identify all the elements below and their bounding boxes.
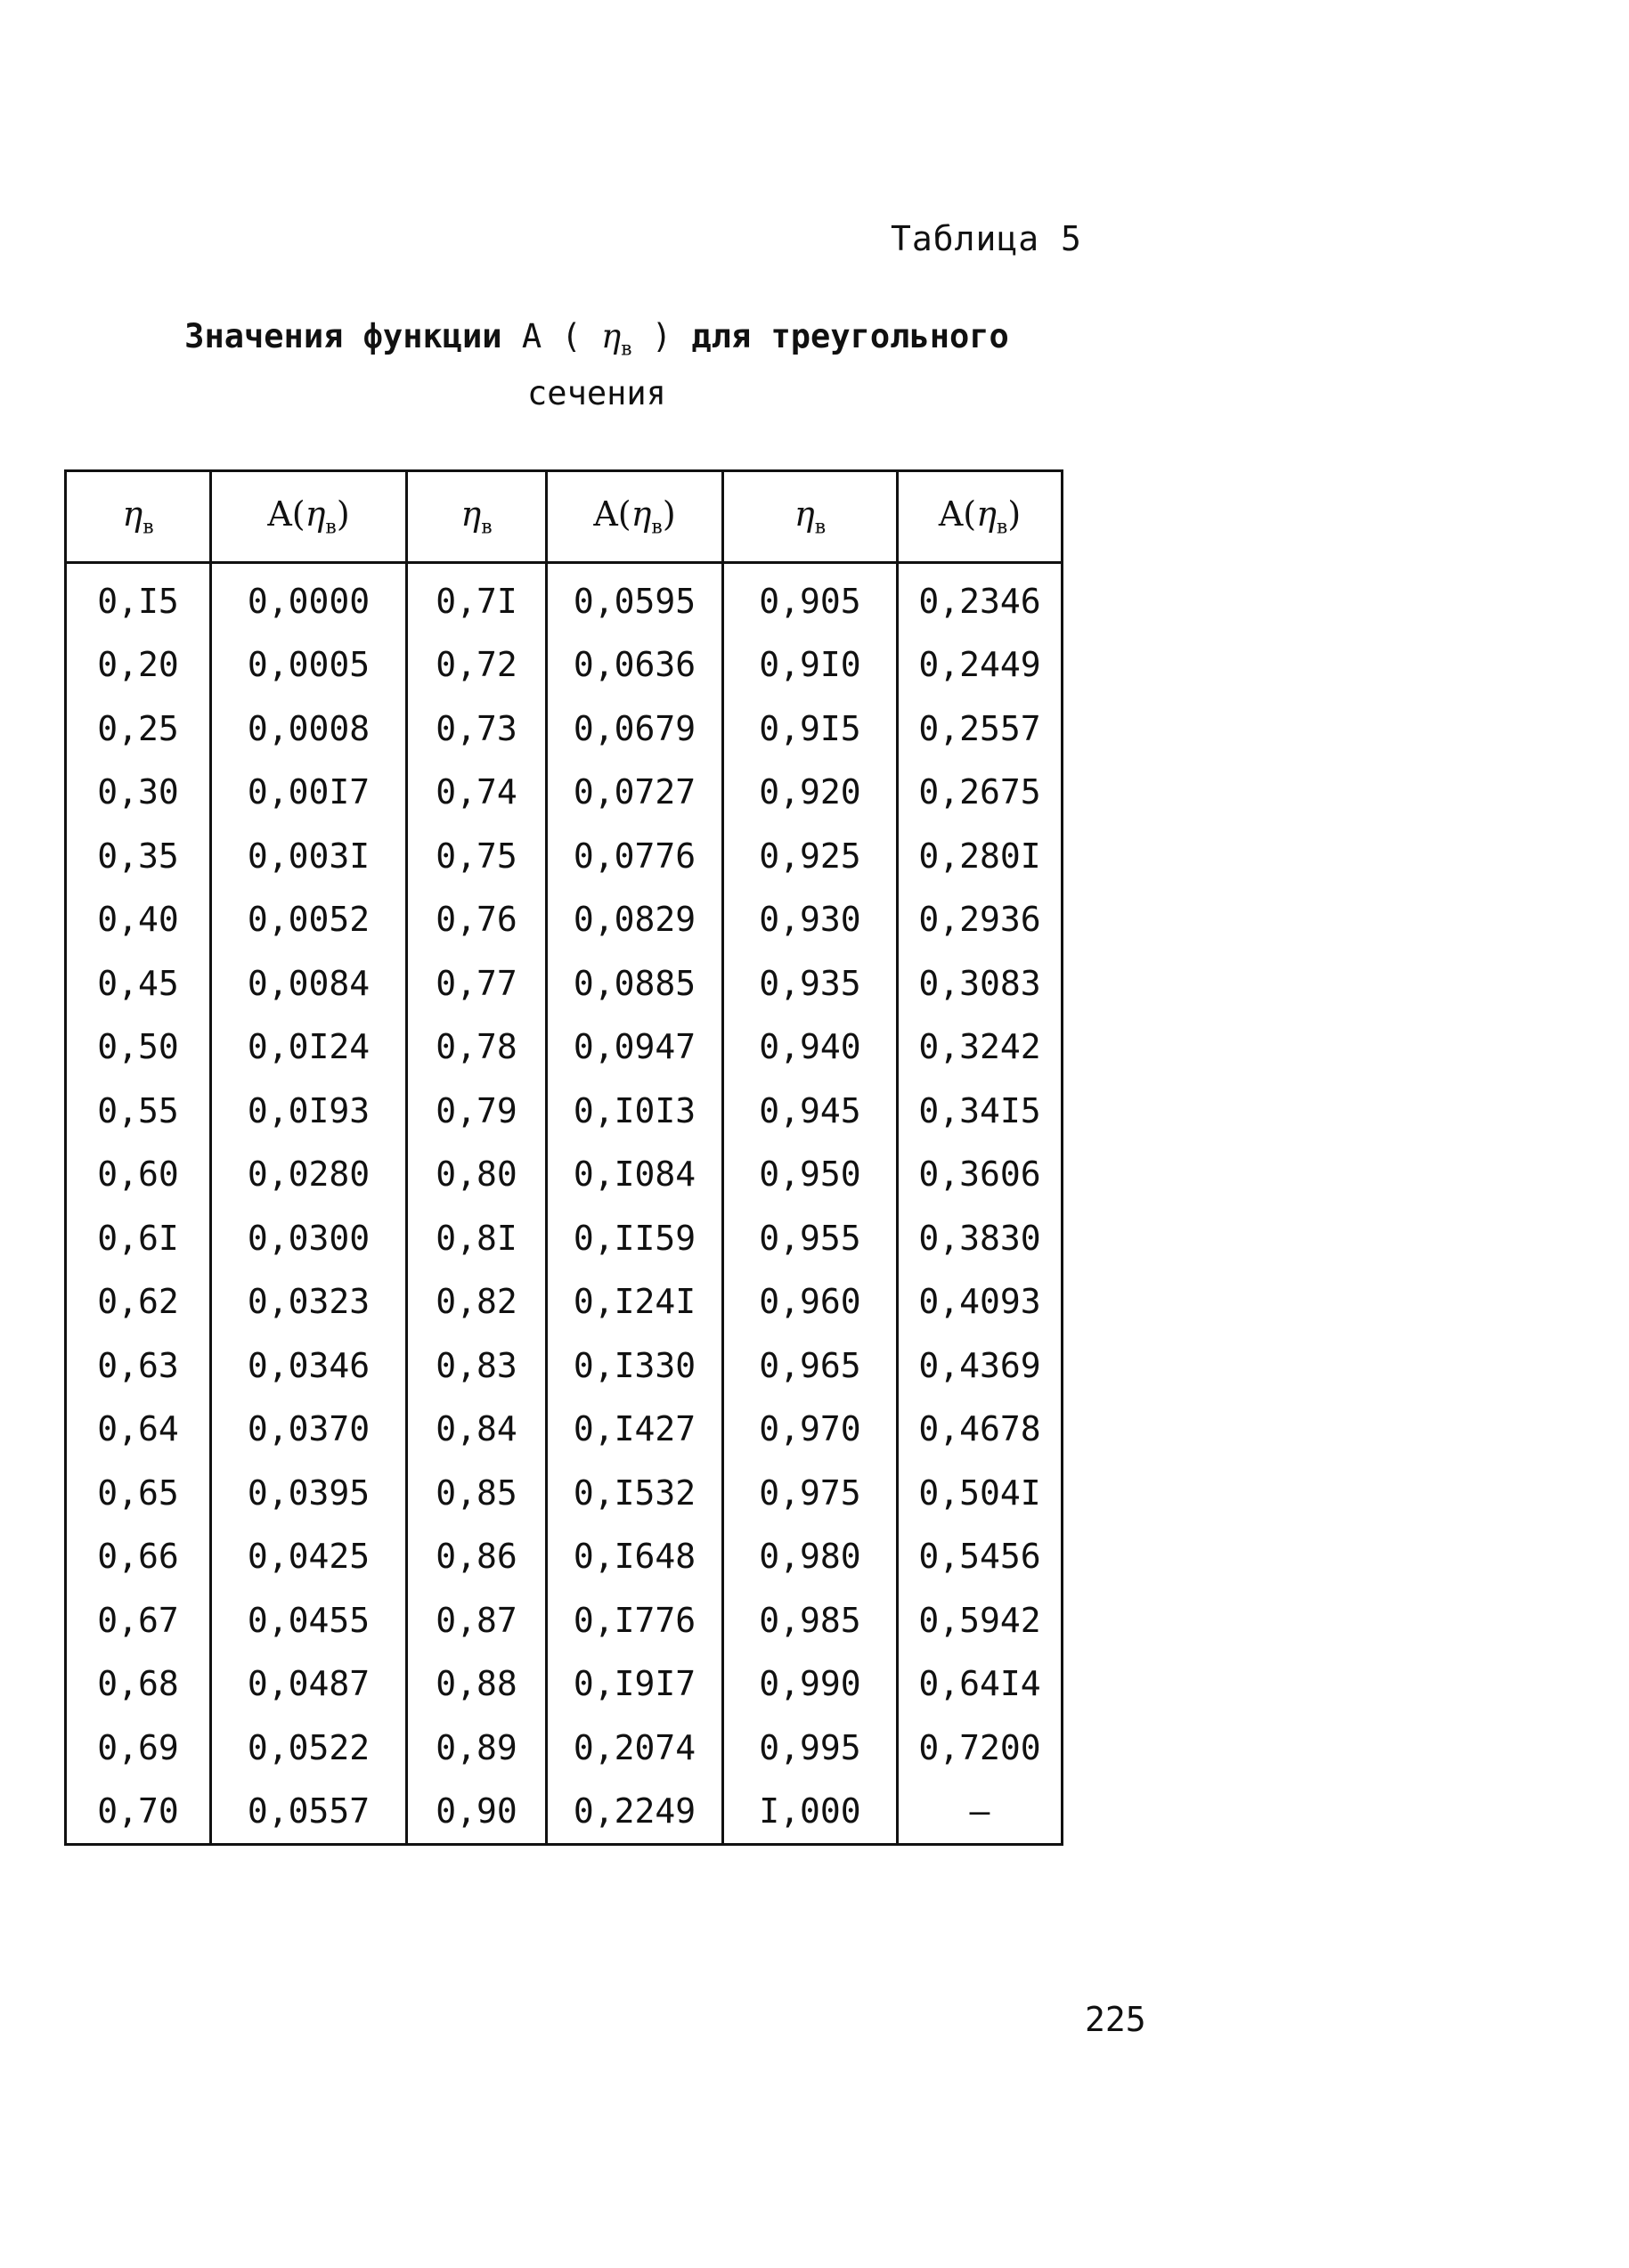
table-row <box>66 824 1063 888</box>
table-cell: 0,5456 <box>898 1525 1063 1589</box>
table-cell: 0,0636 <box>547 633 723 698</box>
table-cell: 0,945 <box>723 1079 898 1143</box>
table-cell: 0,75 <box>407 824 547 888</box>
table-cell: 0,64I4 <box>898 1652 1063 1717</box>
table-cell: 0,930 <box>723 888 898 952</box>
table-cell: 0,940 <box>723 1016 898 1080</box>
header-symbol: η <box>794 494 815 534</box>
table-cell: 0,83 <box>407 1334 547 1398</box>
table-cell: 0,55 <box>66 1079 211 1143</box>
table-row <box>66 1270 1063 1334</box>
header-symbol-sub: в <box>996 516 1008 539</box>
table-cell: 0,69 <box>66 1716 211 1780</box>
table-cell: 0,960 <box>723 1270 898 1334</box>
table-cell: 0,85 <box>407 1461 547 1525</box>
table-cell: 0,905 <box>723 563 898 633</box>
table-cell: 0,0522 <box>211 1716 407 1780</box>
table-cell: 0,0776 <box>547 824 723 888</box>
table-cell: 0,4093 <box>898 1270 1063 1334</box>
column-header <box>723 471 898 563</box>
table-cell: I,000 <box>723 1780 898 1845</box>
table-cell: 0,80 <box>407 1143 547 1207</box>
table-row <box>66 1525 1063 1589</box>
table-cell: 0,30 <box>66 761 211 825</box>
table-cell: 0,0346 <box>211 1334 407 1398</box>
table-cell: 0,0455 <box>211 1588 407 1652</box>
title-part-1: Значения функции <box>184 317 502 355</box>
table-cell: 0,68 <box>66 1652 211 1717</box>
header-symbol-sub: в <box>651 516 663 539</box>
column-header <box>211 471 407 563</box>
table-cell: 0,0885 <box>547 951 723 1016</box>
table-cell: 0,7I <box>407 563 547 633</box>
table-cell: 0,2346 <box>898 563 1063 633</box>
table-row <box>66 1016 1063 1080</box>
column-header <box>547 471 723 563</box>
table-cell: 0,0370 <box>211 1398 407 1462</box>
table-cell: 0,3830 <box>898 1206 1063 1270</box>
table-cell: 0,2249 <box>547 1780 723 1845</box>
table-row <box>66 1780 1063 1845</box>
table-cell: 0,9I5 <box>723 697 898 761</box>
header-symbol-sub: в <box>814 516 827 539</box>
table-cell: 0,I532 <box>547 1461 723 1525</box>
table-cell: 0,0I24 <box>211 1016 407 1080</box>
table-cell: 0,I648 <box>547 1525 723 1589</box>
table-cell: 0,74 <box>407 761 547 825</box>
table-cell: 0,0323 <box>211 1270 407 1334</box>
table-cell: 0,90 <box>407 1780 547 1845</box>
header-symbol: η <box>122 494 143 534</box>
table-cell: 0,2675 <box>898 761 1063 825</box>
table-cell: 0,67 <box>66 1588 211 1652</box>
table-cell: 0,965 <box>723 1334 898 1398</box>
header-symbol-sub: в <box>481 516 493 539</box>
table-cell: 0,0I93 <box>211 1079 407 1143</box>
table-cell: 0,I24I <box>547 1270 723 1334</box>
table-cell: 0,0008 <box>211 697 407 761</box>
table-cell: 0,920 <box>723 761 898 825</box>
table-cell: 0,2074 <box>547 1716 723 1780</box>
table-row <box>66 951 1063 1016</box>
table-cell: 0,2557 <box>898 697 1063 761</box>
table-cell: 0,0084 <box>211 951 407 1016</box>
table-cell: 0,0395 <box>211 1461 407 1525</box>
table-cell: 0,7200 <box>898 1716 1063 1780</box>
table-cell: 0,89 <box>407 1716 547 1780</box>
table-cell: 0,6I <box>66 1206 211 1270</box>
table-cell: 0,0052 <box>211 888 407 952</box>
table-cell: 0,5942 <box>898 1588 1063 1652</box>
table-cell: 0,65 <box>66 1461 211 1525</box>
table-cell: 0,985 <box>723 1588 898 1652</box>
title-part-3: сечения <box>527 374 666 413</box>
table-cell: 0,280I <box>898 824 1063 888</box>
header-suffix: ) <box>1007 494 1022 534</box>
table-cell: 0,34I5 <box>898 1079 1063 1143</box>
table-cell: 0,I427 <box>547 1398 723 1462</box>
header-prefix: A( <box>593 494 631 534</box>
header-row <box>66 471 1063 563</box>
table-cell: 0,25 <box>66 697 211 761</box>
title-symbol <box>600 317 632 361</box>
table-cell: 0,88 <box>407 1652 547 1717</box>
table-cell: 0,3606 <box>898 1143 1063 1207</box>
table-row <box>66 1461 1063 1525</box>
table-cell: 0,82 <box>407 1270 547 1334</box>
table-cell: 0,20 <box>66 633 211 698</box>
table-header <box>66 471 1063 563</box>
table-cell: 0,3242 <box>898 1016 1063 1080</box>
table-cell: 0,0947 <box>547 1016 723 1080</box>
table-cell: 0,00I7 <box>211 761 407 825</box>
table-row <box>66 563 1063 633</box>
table-cell: 0,0425 <box>211 1525 407 1589</box>
table-cell: 0,0005 <box>211 633 407 698</box>
table-row <box>66 1398 1063 1462</box>
table-cell: 0,0595 <box>547 563 723 633</box>
table-cell: 0,45 <box>66 951 211 1016</box>
table-row <box>66 888 1063 952</box>
header-symbol: η <box>460 494 482 534</box>
table-row <box>66 1206 1063 1270</box>
table-cell: 0,0727 <box>547 761 723 825</box>
table-cell: 0,62 <box>66 1270 211 1334</box>
table-cell: 0,40 <box>66 888 211 952</box>
table-cell: 0,990 <box>723 1652 898 1717</box>
table-cell: 0,955 <box>723 1206 898 1270</box>
table-cell: 0,975 <box>723 1461 898 1525</box>
table-cell: 0,2449 <box>898 633 1063 698</box>
table-cell: 0,72 <box>407 633 547 698</box>
table-row <box>66 1079 1063 1143</box>
table-cell: 0,0557 <box>211 1780 407 1845</box>
column-header <box>898 471 1063 563</box>
table-cell: 0,003I <box>211 824 407 888</box>
table-cell: 0,0000 <box>211 563 407 633</box>
table-cell: 0,0280 <box>211 1143 407 1207</box>
table-cell: 0,86 <box>407 1525 547 1589</box>
table-cell: 0,I0I3 <box>547 1079 723 1143</box>
table-cell: 0,4369 <box>898 1334 1063 1398</box>
table-cell: – <box>898 1780 1063 1845</box>
header-prefix: A( <box>267 494 305 534</box>
table-cell: 0,I084 <box>547 1143 723 1207</box>
values-table <box>64 469 1063 1846</box>
header-suffix: ) <box>336 494 350 534</box>
title-close-paren: ) <box>651 317 672 355</box>
header-symbol: η <box>631 494 652 534</box>
table-cell: 0,970 <box>723 1398 898 1462</box>
header-suffix: ) <box>662 494 676 534</box>
table-cell: 0,84 <box>407 1398 547 1462</box>
table-row <box>66 1716 1063 1780</box>
header-symbol: η <box>976 494 997 534</box>
table-cell: 0,I776 <box>547 1588 723 1652</box>
table-cell: 0,77 <box>407 951 547 1016</box>
table-cell: 0,I9I7 <box>547 1652 723 1717</box>
table-row <box>66 697 1063 761</box>
table-cell: 0,0829 <box>547 888 723 952</box>
table-cell: 0,0300 <box>211 1206 407 1270</box>
table-cell: 0,63 <box>66 1334 211 1398</box>
table-cell: 0,995 <box>723 1716 898 1780</box>
header-symbol: η <box>305 494 326 534</box>
table-cell: 0,950 <box>723 1143 898 1207</box>
column-header <box>407 471 547 563</box>
table-cell: 0,64 <box>66 1398 211 1462</box>
table-row <box>66 633 1063 698</box>
table-row <box>66 1588 1063 1652</box>
table-cell: 0,0679 <box>547 697 723 761</box>
title-symbol-eta: η <box>600 317 622 355</box>
table-row <box>66 1652 1063 1717</box>
table-cell: 0,50 <box>66 1016 211 1080</box>
title-function: A ( <box>521 317 582 355</box>
table-row <box>66 1334 1063 1398</box>
header-symbol-sub: в <box>325 516 337 539</box>
column-header <box>66 471 211 563</box>
table-cell: 0,79 <box>407 1079 547 1143</box>
table-cell: 0,I5 <box>66 563 211 633</box>
table-cell: 0,78 <box>407 1016 547 1080</box>
table-cell: 0,3083 <box>898 951 1063 1016</box>
document-title <box>151 314 1042 416</box>
table-cell: 0,4678 <box>898 1398 1063 1462</box>
table-cell: 0,9I0 <box>723 633 898 698</box>
table-cell: 0,76 <box>407 888 547 952</box>
table-cell: 0,935 <box>723 951 898 1016</box>
table-cell: 0,I330 <box>547 1334 723 1398</box>
table-cell: 0,925 <box>723 824 898 888</box>
table-label: Таблица 5 <box>891 219 1082 258</box>
table-cell: 0,60 <box>66 1143 211 1207</box>
table-cell: 0,980 <box>723 1525 898 1589</box>
table-cell: 0,2936 <box>898 888 1063 952</box>
header-prefix: A( <box>938 494 977 534</box>
table-cell: 0,87 <box>407 1588 547 1652</box>
table-row <box>66 1143 1063 1207</box>
table-cell: 0,70 <box>66 1780 211 1845</box>
table-cell: 0,II59 <box>547 1206 723 1270</box>
table-cell: 0,0487 <box>211 1652 407 1717</box>
table-cell: 0,35 <box>66 824 211 888</box>
table-cell: 0,504I <box>898 1461 1063 1525</box>
title-symbol-sub: в <box>621 338 632 361</box>
header-symbol-sub: в <box>143 516 154 539</box>
table-row <box>66 761 1063 825</box>
table-cell: 0,8I <box>407 1206 547 1270</box>
table-body <box>66 563 1063 1845</box>
page-number: 225 <box>1085 2000 1146 2039</box>
table-cell: 0,66 <box>66 1525 211 1589</box>
title-part-2: для треугольного <box>691 317 1009 355</box>
table-cell: 0,73 <box>407 697 547 761</box>
